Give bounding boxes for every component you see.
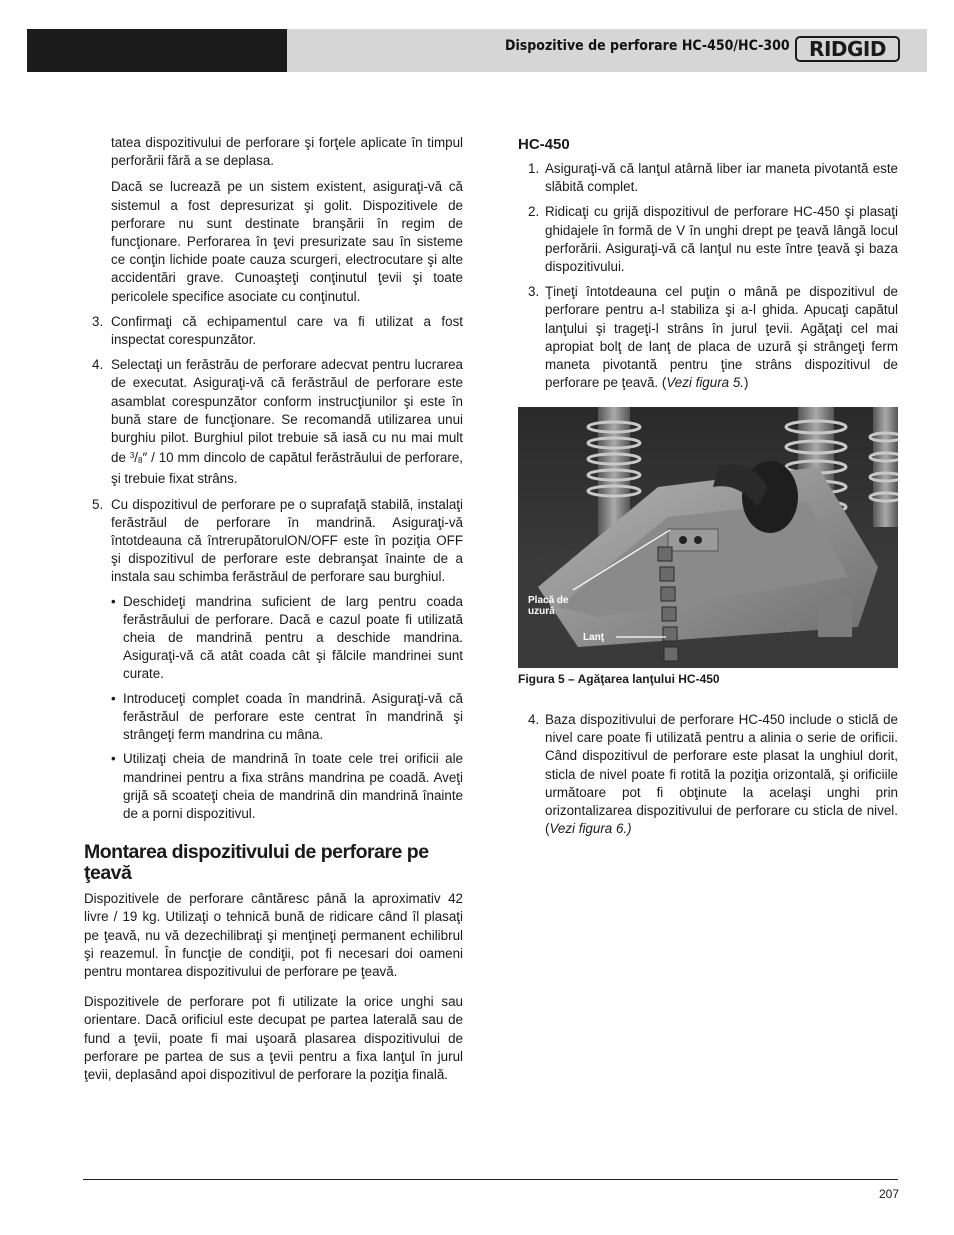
- figure-5-photo: [518, 407, 898, 668]
- section-paragraph-1: Dispozitivele de perforare cântăresc până la aproximativ 42 livre / 19 kg. Utilizaţi o tehnică bună de ridicare când îl plasaţi pe ţeavă, nu vă dezechilibraţi şi menţineţi permanent echilibrul şi reazemul. În funcţie de condiţii, pot fi necesari doi oameni pentru montarea dispozitivului de perforare pe ţeavă.: [84, 891, 463, 979]
- ridgid-logo: [795, 36, 900, 67]
- paragraph-continued: tatea dispozitivului de perforare şi forţele aplicate în timpul perforării fără a se deplasa.: [111, 135, 463, 169]
- bullet-item: • Introduceţi complet coada în mandrină. Asiguraţi-vă că ferăstrăul de perforare este centrat în mandrină şi strângeţi ferm mandrina cu mâna.: [111, 690, 463, 743]
- hc450-heading: HC-450: [518, 136, 570, 153]
- list-item-5: 5. Cu dispozitivul de perforare pe o suprafaţă stabilă, instalaţi ferăstrăul de perforare în mandrină. Asiguraţi-vă întotdeauna că întrerupătorulON/OFF este în poziţia OFF şi dispozitivul de perforare este debranşat înainte de a instala sau schimba ferăstrăul de perforare sau burghiul.: [92, 496, 463, 585]
- list-item-1: 1. Asiguraţi-vă că lanţul atârnă liber iar maneta pivotantă este slăbită complet.: [528, 161, 898, 195]
- list-item-3: 3. Confirmaţi că echipamentul care va fi utilizat a fost inspectat corespunzător.: [92, 313, 463, 348]
- paragraph-warning: Dacă se lucrează pe un sistem existent, asiguraţi-vă că sistemul a fost depresurizat şi golit. Dispozitivele de perforare nu sunt destinate branşării în regim de funcţionare. Perforarea în ţevi presurizate sau în sisteme ce conţin lichide poate cauza scurgeri, electrocutare şi alte accidentări grave. Cunoaşteţi conţinutul ţevii şi toate pericolele specifice asociate cu conţinutul.: [111, 179, 463, 304]
- header-title: Dispozitive de perforare HC-450/HC-300: [505, 38, 790, 54]
- left-column: [84, 134, 463, 1084]
- header-black-bar: [27, 29, 287, 72]
- list-item-4: 4. Baza dispozitivului de perforare HC-450 include o sticlă de nivel care poate fi utilizată pentru a alinia o serie de orificii. Când dispozitivul de perforare este plasat la unghiul dorit, sticla de nivel poate fi rotită la poziţia orizontală, şi orificiile următoare pot fi obţinute la acelaşi unghi prin orizontalizarea dispozitivului de perforare cu sticla de nivel. (Vezi figura 6.): [528, 712, 898, 837]
- page-number: 207: [879, 1187, 900, 1201]
- logo-text: RIDGID: [809, 37, 886, 61]
- footer-rule: [83, 1179, 898, 1180]
- section-title: Montarea dispozitivului de perforare pe ţeavă: [84, 841, 429, 885]
- list-item-3: 3. Ţineţi întotdeauna cel puţin o mână pe dispozitivul de perforare pentru a-l stabiliza şi a-l ghida. Apucaţi capătul lanţului şi trageţi-l strâns în jurul ţevii. Agăţaţi cel mai apropiat bolţ de lanţ de placa de uzură şi strângeţi ferm maneta pivotantă pentru ţine strâns dispozitivul de perforare pe ţeavă. (Vezi figura 5.): [528, 284, 898, 391]
- list-item-4: 4. Selectaţi un ferăstrău de perforare adecvat pentru lucrarea de executat. Asiguraţi-vă că ferăstrăul de perforare este asamblat corespunzător conform instrucţiunilor şi este în bună stare de funcţionare. Se recomandă utilizarea unui burghiu pilot. Burghiul pilot trebuie să iasă cu nu mai mult de $^3/_8'' / 10$ mm dincolo de capătul ferăstrăului de perforare, şi trebuie fixat strâns.: [92, 357, 463, 487]
- callout-chain: Lanţ: [583, 632, 605, 643]
- figure-caption: Figura 5 – Agăţarea lanţului HC-450: [518, 672, 720, 686]
- bullet-item: • Deschideţi mandrina suficient de larg pentru coada ferăstrăului de perforare. Dacă e cazul poate fi utilizată cheia de mandrină pentru a deschide mandrina. Asiguraţi-vă că atât coada cât şi fălcile mandrinei sunt curate.: [111, 593, 463, 682]
- right-column-lower: [518, 711, 898, 838]
- bullet-item: • Utilizaţi cheia de mandrină în toate cele trei orificii ale mandrinei pentru a fixa strâns mandrina pe coadă. Aveţi grijă să scoateţi cheia de mandrină din mandrină înainte de a porni dispozitivul.: [111, 751, 463, 821]
- section-paragraph-2: Dispozitivele de perforare pot fi utilizate la orice unghi sau orientare. Dacă orificiul este decupat pe partea laterală sau de fund a ţevii, poate fi mai uşoară plasarea dispozitivului de perforare pe partea de sus a ţevii pentru a fixa lanţul în jurul ţevii, deplasând apoi dispozitivul de perforare la poziţia finală.: [84, 994, 463, 1082]
- list-item-2: 2. Ridicaţi cu grijă dispozitivul de perforare HC-450 şi plasaţi ghidajele în formă de V în unghi drept pe ţeavă lângă locul perforării. Asiguraţi-vă că lanţul nu este între ţeavă şi baza dispozitivului.: [528, 204, 898, 275]
- callout-wear-plate: Placă de uzură: [528, 595, 569, 617]
- right-column: [518, 136, 898, 392]
